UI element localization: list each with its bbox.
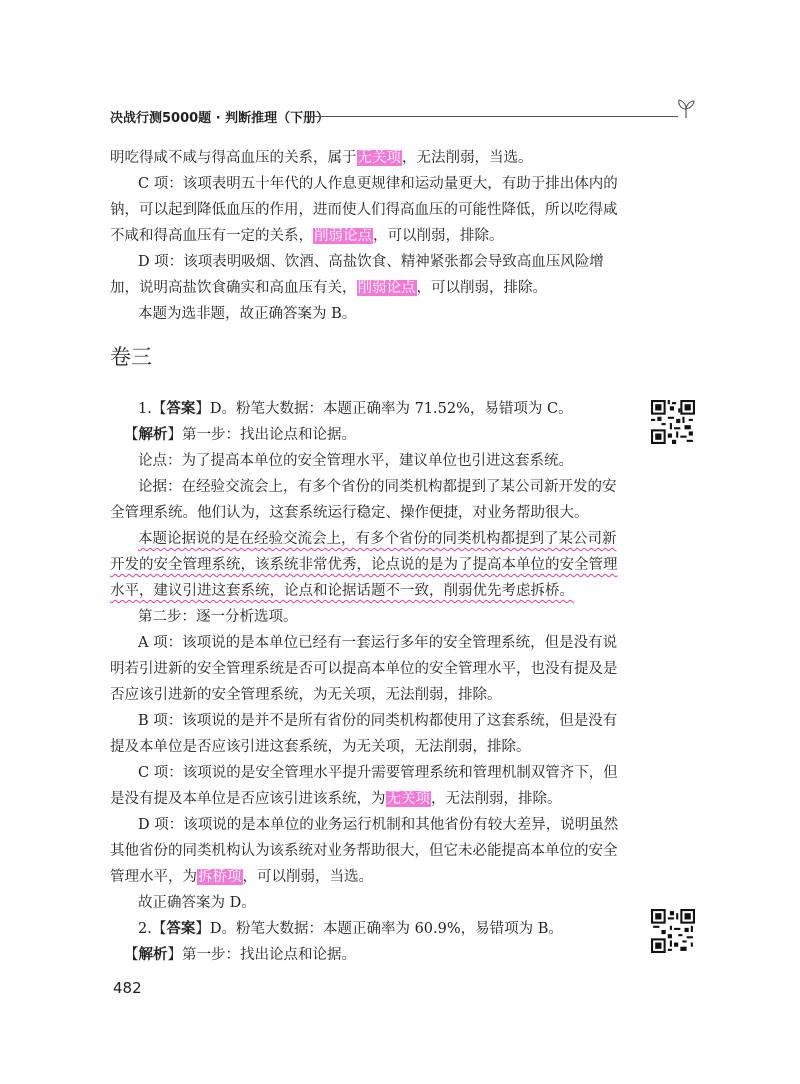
answer-label: 答案 [166,401,196,417]
text: ，可以削弱，排除。 [416,280,547,296]
highlight-bridge-break: 拆桥项 [198,869,242,885]
paragraph-continuation [110,145,630,171]
q1-analysis-heading [110,422,630,448]
highlight-irrelevant: 无关项 [386,791,430,807]
q1-final-answer: 故正确答案为 D。 [138,895,256,911]
page-number: 482 [113,979,142,997]
q1-step2: 第二步：逐一分析选项。 [138,609,298,625]
text: 【 [124,427,139,443]
q1-option-a: A 项：该项说的是本单位已经有一套运行多年的安全管理系统，但是没有说明若引进新的安全管理系统是否可以提高本单位的安全管理水平，也没有提及是否应该引进新的安全管理系统，为无关项，无法削弱，排除。 [110,635,618,703]
qr-code-icon[interactable] [651,400,695,444]
q1-option-d [110,812,630,890]
conclusion-paragraph: 本题为选非题，故正确答案为 B。 [138,306,357,322]
text: D 项：该项表明吸烟、饮酒、高盐饮食、精神紧张都会导致高血压风险增加，说明高盐饮食确实和高血压有关， [110,254,604,296]
text: D 项：该项说的是本单位的业务运行机制和其他省份有较大差异，说明虽然其他省份的同类机构认为该系统对业务帮助很大，但它未必能提高本单位的安全管理水平，为 [110,817,619,885]
q1-answer-line [110,396,630,422]
analysis-label: 解析 [138,947,168,963]
q1-claim: 论点：为了提高本单位的安全管理水平，建议单位也引进这套系统。 [138,453,573,469]
text: 】D。粉笔大数据：本题正确率为 60.9%，易错项为 B。 [195,921,563,937]
option-c-paragraph [110,171,630,249]
section-title: 卷三 [110,345,152,369]
wavy-underlined-analysis: 本题论据说的是在经验交流会上，有多个省份的同类机构都提到了某公司新开发的安全管理系统，该系统非常优秀，论点说的是为了提高本单位的安全管理水平，建议引进这套系统，论点和论据话题不一致，削弱优先考虑拆桥。 [110,531,618,599]
sprout-icon [674,97,698,119]
running-header [110,103,698,127]
highlight-weaken-claim: 削弱论点 [314,228,372,244]
q1-option-c [110,760,630,812]
text: ，可以削弱，当选。 [242,869,373,885]
q1-analysis-paragraph [110,526,630,604]
header-rule [310,116,678,117]
text: 明吃得咸不咸与得高血压的关系，属于 [110,150,357,166]
option-d-paragraph [110,249,630,301]
text: ，无法削弱，当选。 [402,150,533,166]
analysis-label: 解析 [138,427,168,443]
q1-evidence: 论据：在经验交流会上，有多个省份的同类机构都提到了某公司新开发的安全管理系统。他们认为，这套系统运行稳定、操作便捷，对业务帮助很大。 [110,479,617,521]
text: 】第一步：找出论点和论据。 [167,427,356,443]
text: 【 [124,947,139,963]
text: ，可以削弱，排除。 [373,228,504,244]
q2-analysis-heading [110,942,630,968]
text: ，无法削弱，排除。 [431,791,562,807]
text: C 项：该项说的是安全管理水平提升需要管理系统和管理机制双管齐下，但是没有提及本单位是否应该引进该系统，为 [110,765,618,807]
qr-code-icon[interactable] [651,909,695,953]
text: 1.【 [138,401,167,417]
text: C 项：该项表明五十年代的人作息更规律和运动量更大，有助于排出体内的钠，可以起到降低血压的作用，进而使人们得高血压的可能性降低，所以吃得咸不咸和得高血压有一定的关系， [110,176,618,244]
text: 2.【 [138,921,167,937]
text: 】第一步：找出论点和论据。 [167,947,356,963]
answer-label: 答案 [166,921,196,937]
highlight-irrelevant: 无关项 [357,150,401,166]
q1-option-b: B 项：该项说的是并不是所有省份的同类机构都使用了这套系统，但是没有提及本单位是否应该引进这套系统，为无关项，无法削弱，排除。 [110,713,618,755]
text: 】D。粉笔大数据：本题正确率为 71.52%，易错项为 C。 [195,401,573,417]
book-title: 决战行测5000题 · 判断推理（下册） [110,111,330,126]
highlight-weaken-claim: 削弱论点 [357,280,416,296]
q2-answer-line [110,916,630,942]
